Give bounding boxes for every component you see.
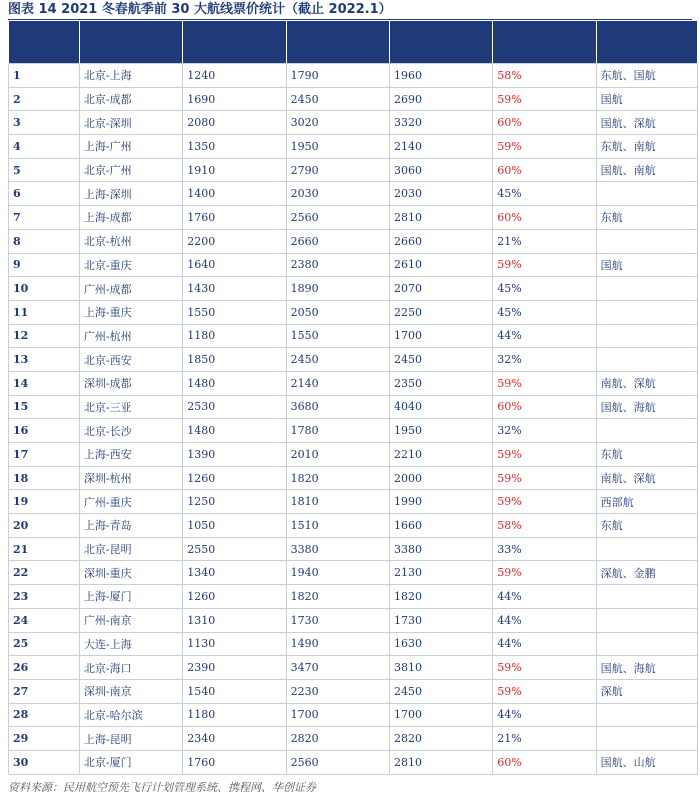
price-cell-3: 1960	[389, 64, 492, 88]
price-cell-2: 1790	[286, 64, 389, 88]
table-header-row	[9, 21, 698, 64]
price-cell-3: 2140	[389, 135, 492, 159]
price-cell-3: 2070	[389, 277, 492, 301]
price-cell-2: 2820	[286, 727, 389, 751]
price-cell-3: 2450	[389, 348, 492, 372]
price-cell-2: 2050	[286, 300, 389, 324]
airlines-cell: 东航	[596, 514, 697, 538]
airlines-cell	[596, 300, 697, 324]
percent-cell: 60%	[493, 395, 596, 419]
rank-cell: 15	[9, 395, 80, 419]
price-cell-3: 3810	[389, 656, 492, 680]
price-cell-3: 2000	[389, 466, 492, 490]
table-row	[9, 206, 698, 230]
percent-cell: 60%	[493, 158, 596, 182]
header-cell-route	[79, 21, 182, 64]
route-cell: 广州-成都	[79, 277, 182, 301]
rank-cell: 5	[9, 158, 80, 182]
rank-cell: 19	[9, 490, 80, 514]
header-cell-price-2	[286, 21, 389, 64]
route-cell: 广州-杭州	[79, 324, 182, 348]
route-cell: 北京-海口	[79, 656, 182, 680]
price-cell-2: 2030	[286, 182, 389, 206]
table-row	[9, 253, 698, 277]
rank-cell: 1	[9, 64, 80, 88]
price-cell-2: 1780	[286, 419, 389, 443]
rank-cell: 7	[9, 206, 80, 230]
airlines-cell: 国航	[596, 87, 697, 111]
price-cell-3: 2690	[389, 87, 492, 111]
airlines-cell: 东航、国航	[596, 64, 697, 88]
price-cell-2: 2380	[286, 253, 389, 277]
header-cell-rank	[9, 21, 80, 64]
route-cell: 北京-广州	[79, 158, 182, 182]
rank-cell: 9	[9, 253, 80, 277]
airlines-cell: 国航、南航	[596, 158, 697, 182]
price-cell-1: 2200	[183, 229, 286, 253]
price-cell-2: 2010	[286, 443, 389, 467]
route-cell: 北京-三亚	[79, 395, 182, 419]
percent-cell: 58%	[493, 514, 596, 538]
airlines-cell: 东航	[596, 443, 697, 467]
percent-cell: 44%	[493, 608, 596, 632]
table-row	[9, 561, 698, 585]
route-cell: 北京-厦门	[79, 750, 182, 774]
rank-cell: 28	[9, 703, 80, 727]
airlines-cell	[596, 229, 697, 253]
percent-cell: 44%	[493, 632, 596, 656]
airlines-cell	[596, 608, 697, 632]
percent-cell: 44%	[493, 324, 596, 348]
table-row	[9, 608, 698, 632]
percent-cell: 59%	[493, 656, 596, 680]
table-row	[9, 348, 698, 372]
airlines-cell: 东航、南航	[596, 135, 697, 159]
price-cell-1: 1760	[183, 206, 286, 230]
price-cell-2: 1700	[286, 703, 389, 727]
rank-cell: 27	[9, 679, 80, 703]
table-row	[9, 703, 698, 727]
price-cell-3: 2810	[389, 750, 492, 774]
route-cell: 北京-成都	[79, 87, 182, 111]
price-cell-3: 4040	[389, 395, 492, 419]
price-cell-3: 1630	[389, 632, 492, 656]
table-row	[9, 371, 698, 395]
airlines-cell	[596, 277, 697, 301]
table-row	[9, 229, 698, 253]
route-cell: 北京-杭州	[79, 229, 182, 253]
percent-cell: 21%	[493, 727, 596, 751]
route-cell: 上海-成都	[79, 206, 182, 230]
rank-cell: 10	[9, 277, 80, 301]
price-cell-2: 3680	[286, 395, 389, 419]
price-cell-3: 2210	[389, 443, 492, 467]
route-cell: 北京-长沙	[79, 419, 182, 443]
price-cell-3: 2350	[389, 371, 492, 395]
airlines-cell: 国航	[596, 253, 697, 277]
price-cell-2: 1820	[286, 585, 389, 609]
airlines-cell: 南航、深航	[596, 371, 697, 395]
price-cell-1: 2530	[183, 395, 286, 419]
route-cell: 深圳-重庆	[79, 561, 182, 585]
route-cell: 上海-厦门	[79, 585, 182, 609]
price-cell-3: 1700	[389, 703, 492, 727]
percent-cell: 59%	[493, 371, 596, 395]
percent-cell: 45%	[493, 300, 596, 324]
rank-cell: 14	[9, 371, 80, 395]
percent-cell: 59%	[493, 443, 596, 467]
price-cell-3: 2450	[389, 679, 492, 703]
price-cell-2: 3020	[286, 111, 389, 135]
price-cell-2: 1890	[286, 277, 389, 301]
price-cell-2: 3380	[286, 537, 389, 561]
percent-cell: 44%	[493, 585, 596, 609]
percent-cell: 59%	[493, 253, 596, 277]
table-row	[9, 395, 698, 419]
rank-cell: 6	[9, 182, 80, 206]
route-cell: 深圳-南京	[79, 679, 182, 703]
price-cell-1: 1180	[183, 324, 286, 348]
price-cell-1: 2550	[183, 537, 286, 561]
rank-cell: 26	[9, 656, 80, 680]
route-cell: 上海-昆明	[79, 727, 182, 751]
airlines-cell: 深航、金鹏	[596, 561, 697, 585]
airlines-cell	[596, 585, 697, 609]
price-cell-3: 1950	[389, 419, 492, 443]
route-cell: 深圳-成都	[79, 371, 182, 395]
price-cell-1: 1550	[183, 300, 286, 324]
price-cell-3: 1700	[389, 324, 492, 348]
percent-cell: 45%	[493, 277, 596, 301]
percent-cell: 60%	[493, 111, 596, 135]
rank-cell: 13	[9, 348, 80, 372]
table-row	[9, 182, 698, 206]
route-cell: 广州-南京	[79, 608, 182, 632]
route-cell: 上海-深圳	[79, 182, 182, 206]
route-cell: 北京-昆明	[79, 537, 182, 561]
percent-cell: 60%	[493, 206, 596, 230]
table-row	[9, 679, 698, 703]
percent-cell: 59%	[493, 87, 596, 111]
table-row	[9, 111, 698, 135]
table-row	[9, 632, 698, 656]
airlines-cell: 东航	[596, 206, 697, 230]
price-cell-3: 3320	[389, 111, 492, 135]
price-cell-2: 1950	[286, 135, 389, 159]
price-cell-2: 2140	[286, 371, 389, 395]
percent-cell: 44%	[493, 703, 596, 727]
price-cell-3: 2250	[389, 300, 492, 324]
percent-cell: 32%	[493, 348, 596, 372]
rank-cell: 8	[9, 229, 80, 253]
rank-cell: 30	[9, 750, 80, 774]
price-cell-2: 3470	[286, 656, 389, 680]
table-body	[9, 64, 698, 775]
table-row	[9, 300, 698, 324]
rank-cell: 4	[9, 135, 80, 159]
table-row	[9, 466, 698, 490]
rank-cell: 24	[9, 608, 80, 632]
figure-title: 图表 14 2021 冬春航季前 30 大航线票价统计（截止 2022.1）	[8, 2, 392, 17]
table-row	[9, 750, 698, 774]
table-row	[9, 514, 698, 538]
route-cell: 深圳-杭州	[79, 466, 182, 490]
percent-cell: 58%	[493, 64, 596, 88]
price-cell-1: 1260	[183, 585, 286, 609]
table-row	[9, 490, 698, 514]
percent-cell: 33%	[493, 537, 596, 561]
price-cell-1: 1050	[183, 514, 286, 538]
route-cell: 北京-深圳	[79, 111, 182, 135]
rank-cell: 20	[9, 514, 80, 538]
price-cell-3: 1990	[389, 490, 492, 514]
price-cell-1: 1430	[183, 277, 286, 301]
price-cell-1: 1640	[183, 253, 286, 277]
price-cell-1: 1400	[183, 182, 286, 206]
price-cell-2: 2660	[286, 229, 389, 253]
price-cell-1: 1350	[183, 135, 286, 159]
price-cell-2: 1510	[286, 514, 389, 538]
table-row	[9, 158, 698, 182]
rank-cell: 11	[9, 300, 80, 324]
price-cell-2: 1490	[286, 632, 389, 656]
price-cell-1: 1130	[183, 632, 286, 656]
price-cell-3: 1730	[389, 608, 492, 632]
price-cell-3: 3380	[389, 537, 492, 561]
fare-table	[8, 21, 698, 775]
price-cell-3: 2660	[389, 229, 492, 253]
title-divider	[8, 19, 692, 20]
price-cell-2: 2560	[286, 750, 389, 774]
airlines-cell	[596, 727, 697, 751]
route-cell: 上海-重庆	[79, 300, 182, 324]
rank-cell: 29	[9, 727, 80, 751]
percent-cell: 59%	[493, 135, 596, 159]
route-cell: 广州-重庆	[79, 490, 182, 514]
route-cell: 北京-西安	[79, 348, 182, 372]
table-row	[9, 656, 698, 680]
percent-cell: 45%	[493, 182, 596, 206]
airlines-cell: 西部航	[596, 490, 697, 514]
price-cell-3: 2030	[389, 182, 492, 206]
price-cell-2: 1940	[286, 561, 389, 585]
percent-cell: 59%	[493, 679, 596, 703]
rank-cell: 18	[9, 466, 80, 490]
price-cell-3: 2130	[389, 561, 492, 585]
rank-cell: 17	[9, 443, 80, 467]
table-row	[9, 727, 698, 751]
price-cell-1: 1540	[183, 679, 286, 703]
price-cell-2: 2230	[286, 679, 389, 703]
table-row	[9, 537, 698, 561]
route-cell: 北京-哈尔滨	[79, 703, 182, 727]
table-row	[9, 443, 698, 467]
price-cell-1: 1390	[183, 443, 286, 467]
table-row	[9, 135, 698, 159]
price-cell-3: 1820	[389, 585, 492, 609]
price-cell-2: 1550	[286, 324, 389, 348]
price-cell-2: 2450	[286, 87, 389, 111]
rank-cell: 12	[9, 324, 80, 348]
price-cell-3: 2610	[389, 253, 492, 277]
airlines-cell	[596, 703, 697, 727]
price-cell-1: 1340	[183, 561, 286, 585]
airlines-cell: 国航、深航	[596, 111, 697, 135]
table-row	[9, 87, 698, 111]
route-cell: 上海-广州	[79, 135, 182, 159]
price-cell-1: 1480	[183, 419, 286, 443]
route-cell: 大连-上海	[79, 632, 182, 656]
airlines-cell	[596, 324, 697, 348]
price-cell-1: 1760	[183, 750, 286, 774]
rank-cell: 16	[9, 419, 80, 443]
price-cell-1: 2080	[183, 111, 286, 135]
header-cell-percent	[493, 21, 596, 64]
header-cell-price-1	[183, 21, 286, 64]
route-cell: 上海-青岛	[79, 514, 182, 538]
price-cell-1: 1250	[183, 490, 286, 514]
price-cell-1: 1480	[183, 371, 286, 395]
price-cell-1: 1850	[183, 348, 286, 372]
airlines-cell: 国航、海航	[596, 656, 697, 680]
price-cell-3: 3060	[389, 158, 492, 182]
price-cell-1: 1910	[183, 158, 286, 182]
percent-cell: 60%	[493, 750, 596, 774]
price-cell-2: 2560	[286, 206, 389, 230]
header-cell-price-3	[389, 21, 492, 64]
airlines-cell	[596, 632, 697, 656]
price-cell-1: 1180	[183, 703, 286, 727]
percent-cell: 32%	[493, 419, 596, 443]
table-row	[9, 277, 698, 301]
price-cell-1: 2340	[183, 727, 286, 751]
table-row	[9, 585, 698, 609]
price-cell-3: 2820	[389, 727, 492, 751]
percent-cell: 59%	[493, 561, 596, 585]
percent-cell: 21%	[493, 229, 596, 253]
price-cell-1: 1690	[183, 87, 286, 111]
percent-cell: 59%	[493, 490, 596, 514]
rank-cell: 23	[9, 585, 80, 609]
airlines-cell: 深航	[596, 679, 697, 703]
price-cell-2: 2790	[286, 158, 389, 182]
source-note: 资料来源：民用航空预先飞行计划管理系统、携程网、华创证券	[8, 781, 316, 794]
table-row	[9, 419, 698, 443]
rank-cell: 22	[9, 561, 80, 585]
table-row	[9, 324, 698, 348]
airlines-cell: 国航、海航	[596, 395, 697, 419]
header-cell-airlines	[596, 21, 697, 64]
rank-cell: 3	[9, 111, 80, 135]
price-cell-2: 1820	[286, 466, 389, 490]
rank-cell: 21	[9, 537, 80, 561]
airlines-cell	[596, 537, 697, 561]
airlines-cell	[596, 419, 697, 443]
price-cell-3: 2810	[389, 206, 492, 230]
airlines-cell: 南航、深航	[596, 466, 697, 490]
airlines-cell	[596, 182, 697, 206]
price-cell-1: 1240	[183, 64, 286, 88]
price-cell-2: 1730	[286, 608, 389, 632]
percent-cell: 59%	[493, 466, 596, 490]
route-cell: 北京-重庆	[79, 253, 182, 277]
route-cell: 北京-上海	[79, 64, 182, 88]
airlines-cell: 国航、山航	[596, 750, 697, 774]
price-cell-1: 1310	[183, 608, 286, 632]
table-row	[9, 64, 698, 88]
airlines-cell	[596, 348, 697, 372]
price-cell-2: 1810	[286, 490, 389, 514]
route-cell: 上海-西安	[79, 443, 182, 467]
rank-cell: 2	[9, 87, 80, 111]
price-cell-3: 1660	[389, 514, 492, 538]
price-cell-2: 2450	[286, 348, 389, 372]
rank-cell: 25	[9, 632, 80, 656]
price-cell-1: 2390	[183, 656, 286, 680]
price-cell-1: 1260	[183, 466, 286, 490]
